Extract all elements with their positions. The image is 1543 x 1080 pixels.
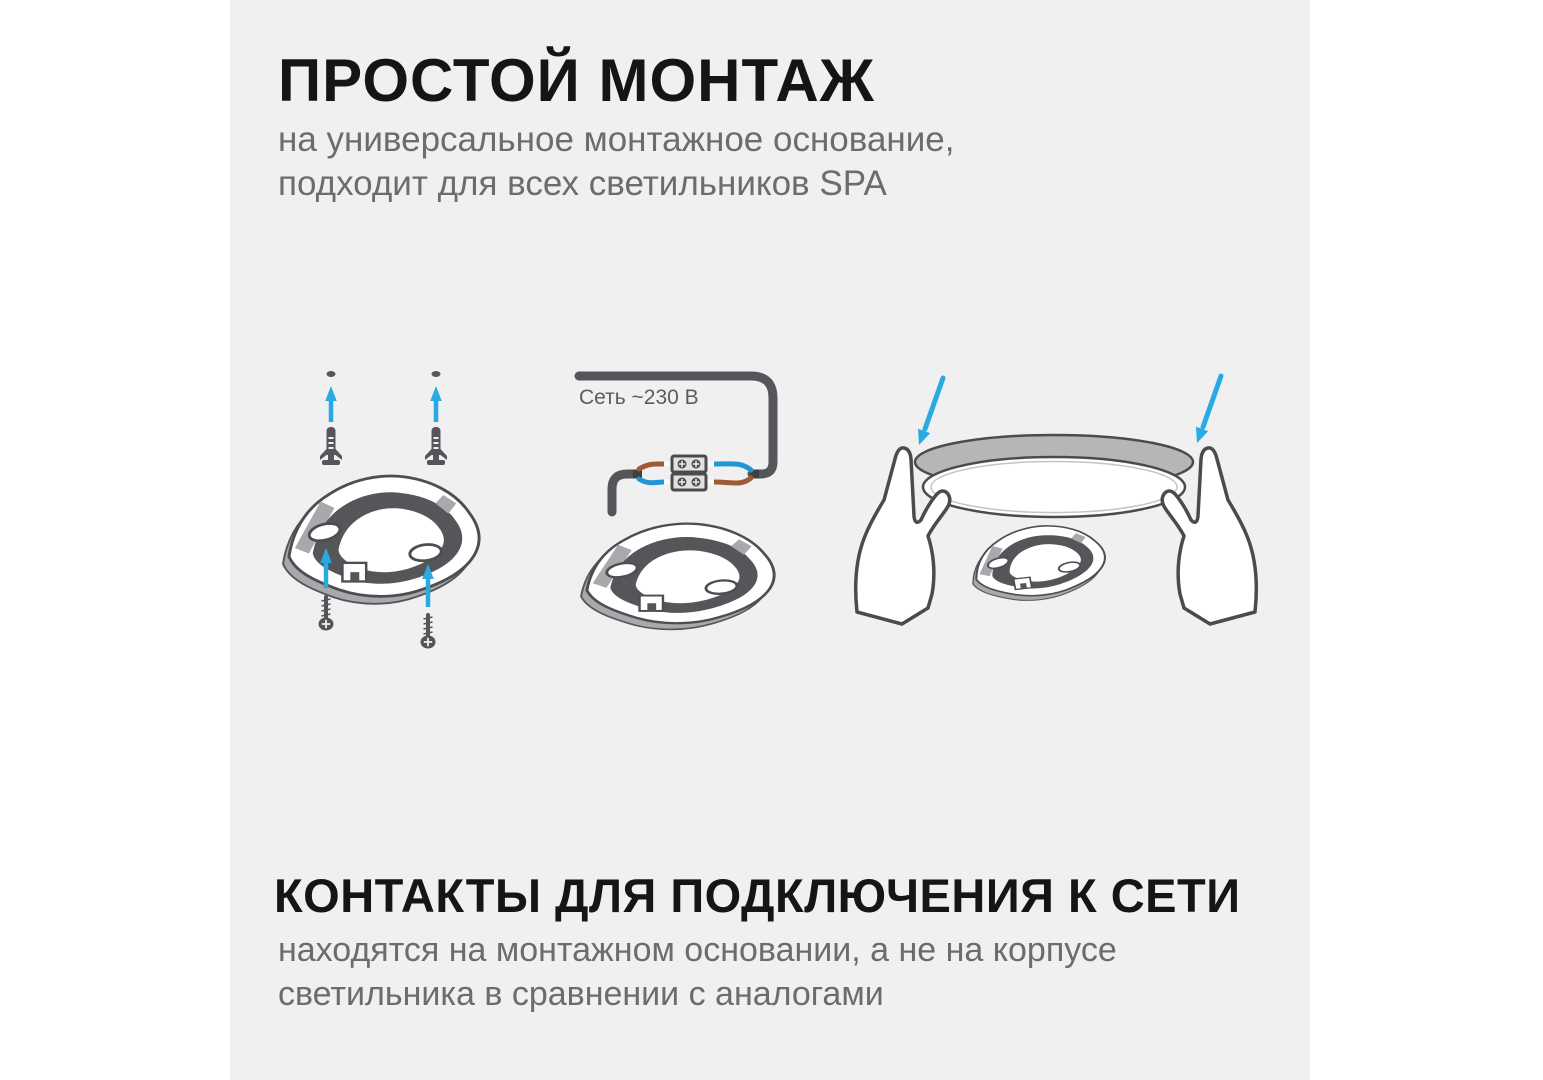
mounting-ring: [964, 520, 1111, 607]
wire-brown: [639, 464, 664, 469]
bottom-section-title: КОНТАКТЫ ДЛЯ ПОДКЛЮЧЕНИЯ К СЕТИ: [274, 869, 1241, 922]
fixture-install-illustration: [840, 360, 1260, 660]
subtitle-line: на универсальное монтажное основание,: [278, 120, 955, 159]
drill-hole-dot: [432, 371, 441, 377]
page-subtitle: [278, 118, 954, 206]
mounting-ring: [283, 476, 479, 604]
product-card-panel: [230, 0, 1310, 1080]
subtitle-line: подходит для всех светильников SPA: [278, 164, 887, 204]
bottom-section-subtitle: [278, 928, 1117, 1016]
subtitle-line: находятся на монтажном основании, а не на корпусе: [278, 931, 1117, 969]
fixture-cable: [612, 474, 635, 512]
screw-icon: [319, 595, 334, 631]
power-label: Сеть ~230 В: [579, 386, 699, 409]
wire-brown: [714, 478, 751, 483]
drill-hole-dot: [327, 371, 336, 377]
screw-icon: [421, 613, 436, 649]
wire-blue: [639, 479, 664, 483]
up-arrow-icon: [430, 386, 442, 422]
up-arrow-icon: [325, 386, 337, 422]
page-title: ПРОСТОЙ МОНТАЖ: [278, 47, 875, 114]
wiring-illustration: [555, 360, 825, 660]
mounting-ring: [581, 524, 774, 630]
terminal-block: [672, 456, 706, 490]
round-fixture: [915, 435, 1193, 517]
wall-plug-icon: [320, 427, 342, 465]
down-arrow-icon: [1196, 376, 1221, 443]
wall-plug-icon: [425, 427, 447, 465]
wire-blue: [714, 464, 751, 470]
down-arrow-icon: [918, 378, 943, 445]
subtitle-line: светильника в сравнении с аналогами: [278, 975, 884, 1014]
mounting-base-illustration: [270, 355, 500, 665]
